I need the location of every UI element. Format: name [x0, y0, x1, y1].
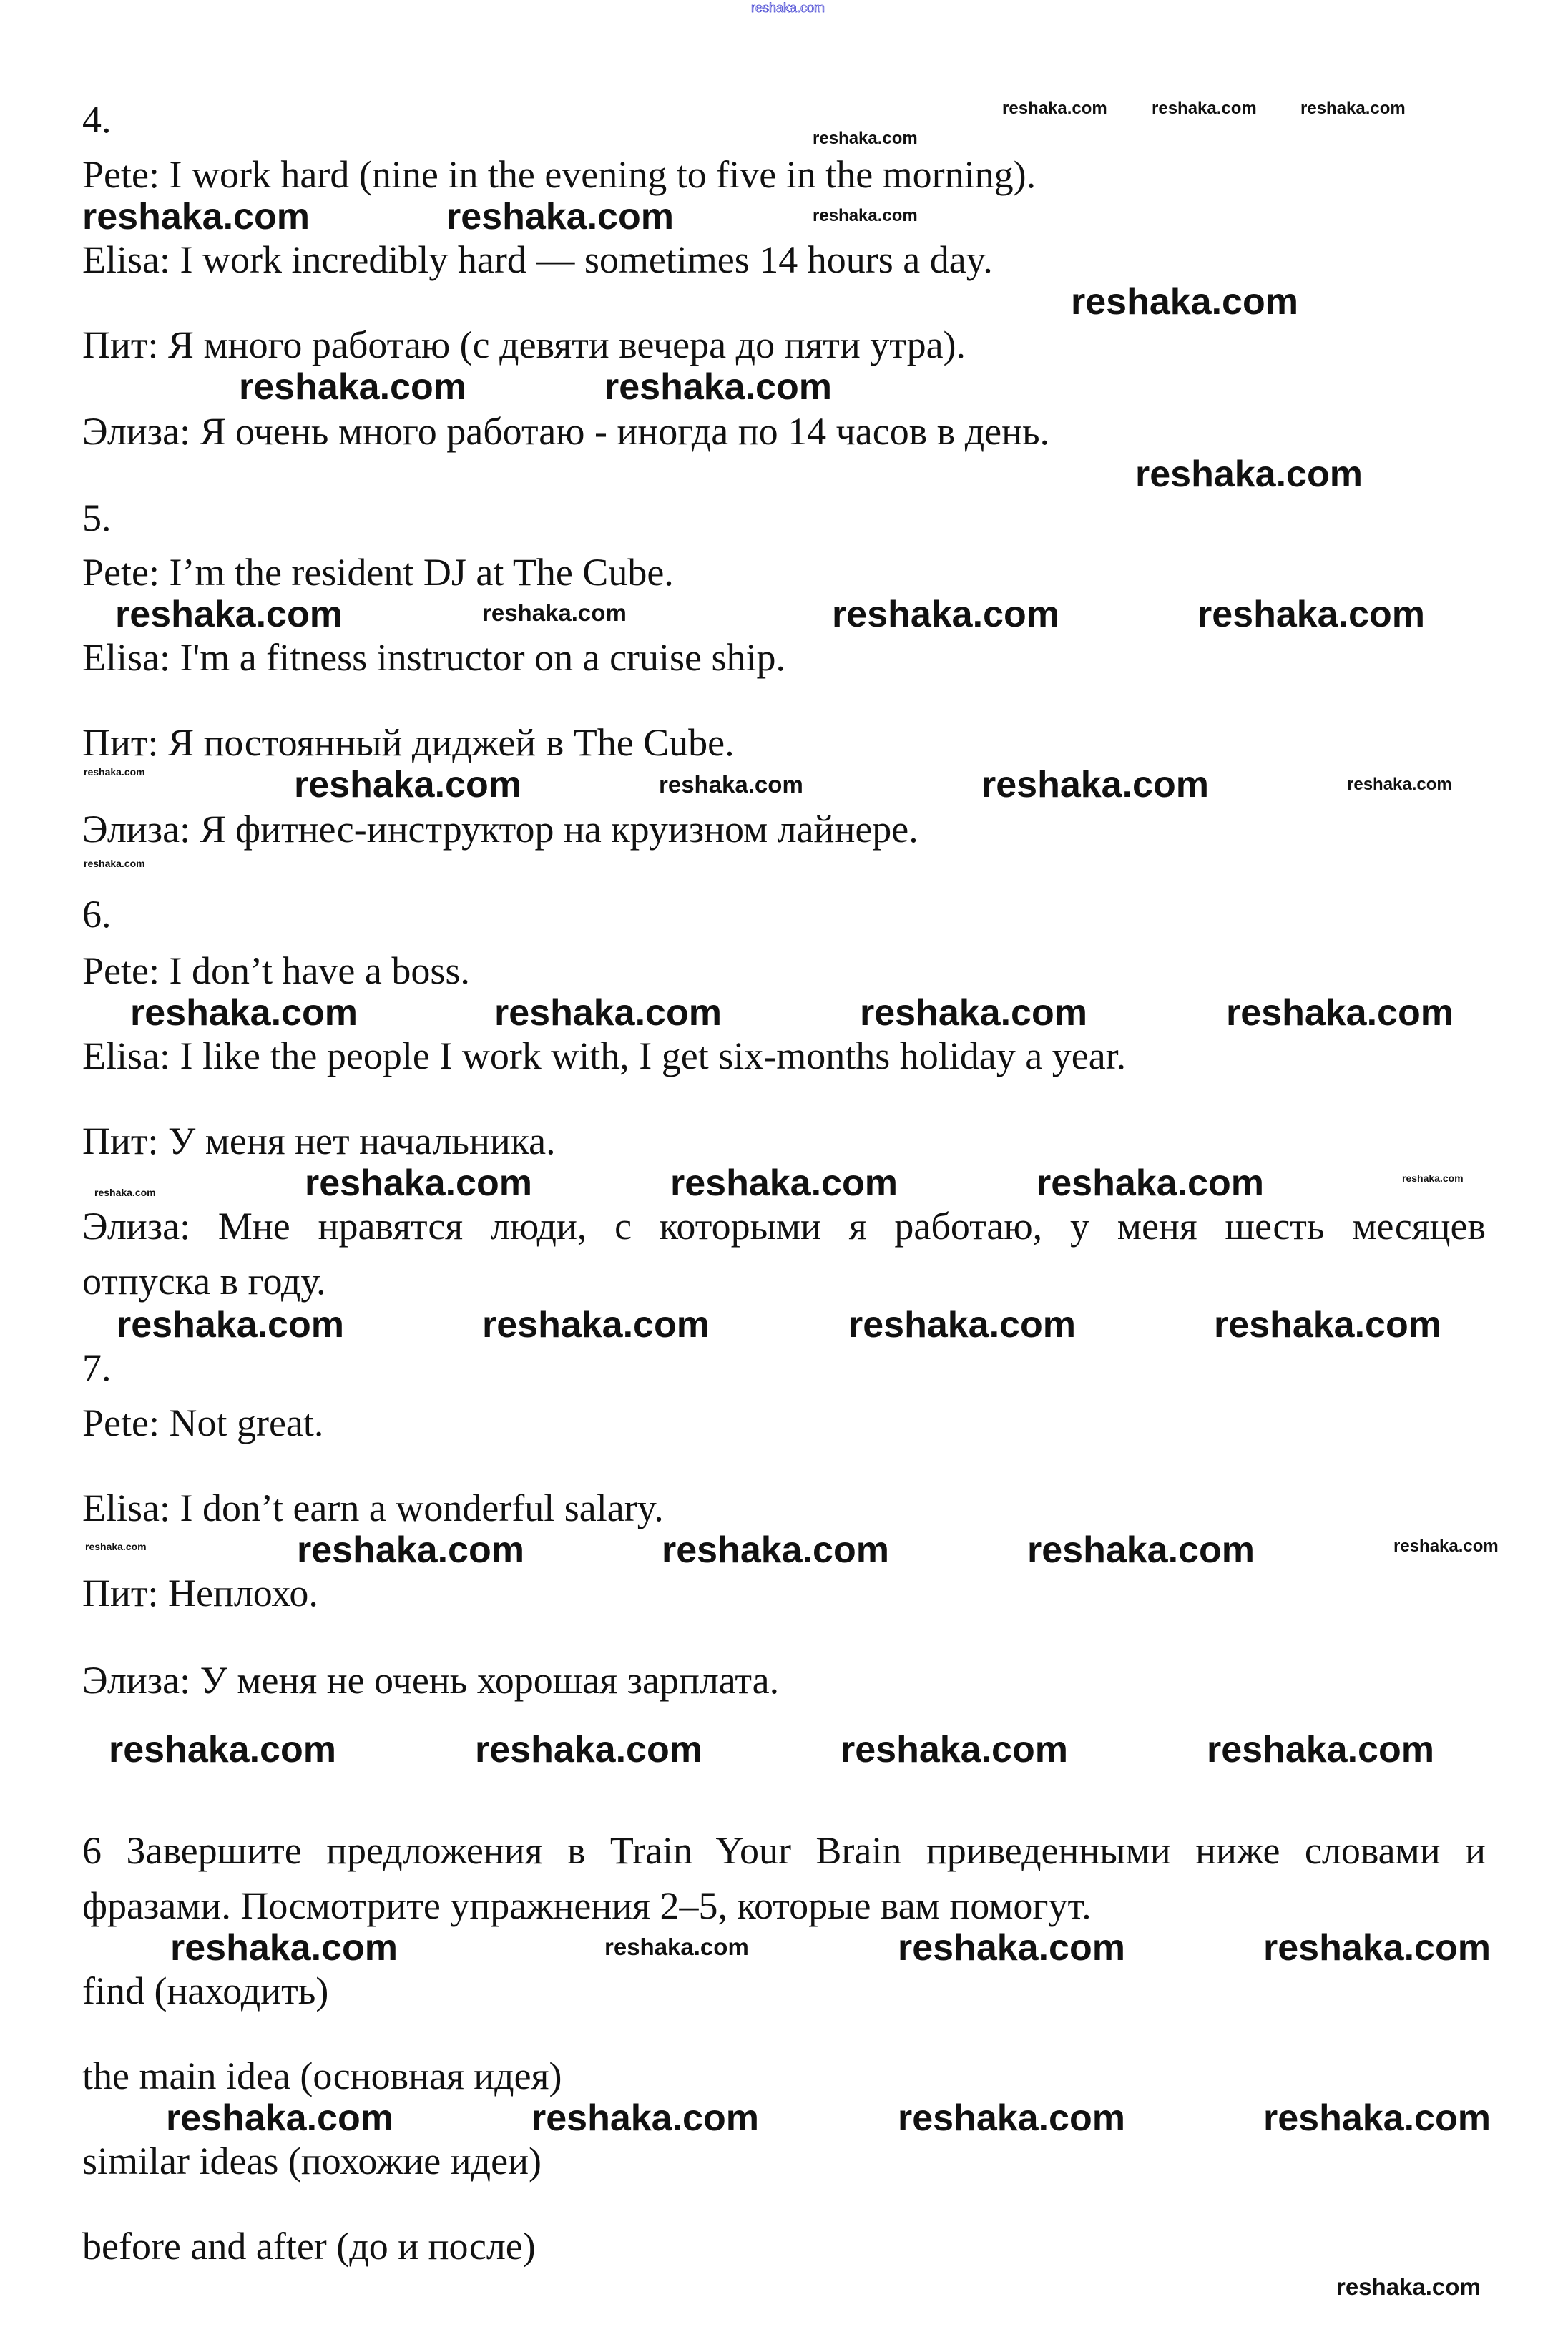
watermark: reshaka.com — [662, 1529, 889, 1571]
pete-answer-ru: Пит: Неплохо. — [82, 1572, 318, 1615]
elisa-answer-en: Elisa: I work incredibly hard — sometimes 14 hours a day. — [82, 238, 993, 281]
watermark: reshaka.com — [170, 1927, 398, 1969]
elisa-answer-ru-line1: Элиза: Мне нравятся люди, с которыми я работаю, у меня шесть месяцев — [82, 1205, 1486, 1248]
elisa-answer-ru-line2: отпуска в году. — [82, 1260, 326, 1303]
pete-answer-ru: Пит: Я много работаю (с девяти вечера до пяти утра). — [82, 323, 966, 366]
watermark: reshaka.com — [813, 206, 918, 225]
watermark: reshaka.com — [813, 129, 918, 148]
watermark: reshaka.com — [841, 1729, 1068, 1770]
watermark: reshaka.com — [82, 196, 310, 237]
watermark: reshaka.com — [84, 858, 145, 869]
elisa-answer-ru: Элиза: Я фитнес-инструктор на круизном лайнере. — [82, 808, 918, 851]
watermark: reshaka.com — [1402, 1172, 1464, 1184]
watermark: reshaka.com — [166, 2097, 393, 2139]
watermark: reshaka.com — [1197, 594, 1425, 635]
watermark: reshaka.com — [1152, 99, 1257, 118]
exercise-item: find (находить) — [82, 1969, 329, 2012]
elisa-answer-ru: Элиза: Я очень много работаю - иногда по 14 часов в день. — [82, 410, 1050, 453]
watermark: reshaka.com — [117, 1304, 344, 1346]
section-number: 5. — [82, 496, 112, 539]
exercise-item: similar ideas (похожие идеи) — [82, 2140, 542, 2183]
watermark: reshaka.com — [898, 1927, 1125, 1969]
section-number: 7. — [82, 1346, 112, 1389]
watermark: reshaka.com — [446, 196, 674, 237]
watermark: reshaka.com — [860, 992, 1087, 1034]
watermark: reshaka.com — [1263, 1927, 1491, 1969]
watermark: reshaka.com — [531, 2097, 759, 2139]
watermark: reshaka.com — [1135, 454, 1363, 495]
exercise-instruction-line2: фразами. Посмотрите упражнения 2–5, которые вам помогут. — [82, 1884, 1092, 1927]
watermark: reshaka.com — [604, 1934, 749, 1960]
watermark: reshaka.com — [898, 2097, 1125, 2139]
watermark: reshaka.com — [1207, 1729, 1434, 1770]
elisa-answer-en: Elisa: I don’t earn a wonderful salary. — [82, 1486, 664, 1529]
watermark: reshaka.com — [130, 992, 358, 1034]
watermark: reshaka.com — [84, 766, 145, 778]
watermark: reshaka.com — [94, 1187, 156, 1198]
exercise-item: before and after (до и после) — [82, 2225, 536, 2268]
watermark: reshaka.com — [1214, 1304, 1441, 1346]
watermark: reshaka.com — [109, 1729, 336, 1770]
watermark: reshaka.com — [1336, 2273, 1481, 2300]
watermark: reshaka.com — [482, 1304, 710, 1346]
watermark: reshaka.com — [1002, 99, 1107, 118]
section-number: 6. — [82, 893, 112, 936]
elisa-answer-en: Elisa: I'm a fitness instructor on a cruise ship. — [82, 636, 786, 679]
pete-answer-ru: Пит: У меня нет начальника. — [82, 1120, 556, 1162]
watermark: reshaka.com — [85, 1541, 147, 1552]
elisa-answer-en: Elisa: I like the people I work with, I get six-months holiday a year. — [82, 1034, 1127, 1077]
watermark: reshaka.com — [1037, 1162, 1264, 1204]
exercise-item: the main idea (основная идея) — [82, 2054, 562, 2097]
watermark: reshaka.com — [848, 1304, 1076, 1346]
watermark: reshaka.com — [239, 366, 466, 408]
pete-answer-ru: Пит: Я постоянный диджей в The Cube. — [82, 721, 735, 764]
watermark: reshaka.com — [494, 992, 722, 1034]
pete-answer-en: Pete: I’m the resident DJ at The Cube. — [82, 551, 674, 594]
watermark: reshaka.com — [1027, 1529, 1255, 1571]
watermark: reshaka.com — [1226, 992, 1454, 1034]
watermark: reshaka.com — [981, 764, 1209, 805]
pete-answer-en: Pete: I don’t have a boss. — [82, 949, 470, 992]
watermark: reshaka.com — [297, 1529, 524, 1571]
watermark: reshaka.com — [1263, 2097, 1491, 2139]
watermark: reshaka.com — [475, 1729, 702, 1770]
exercise-instruction-line1: 6 Завершите предложения в Train Your Brain приведенными ниже словами и — [82, 1829, 1486, 1872]
watermark: reshaka.com — [604, 366, 832, 408]
watermark: reshaka.com — [482, 599, 627, 626]
watermark: reshaka.com — [294, 764, 521, 805]
watermark: reshaka.com — [1393, 1537, 1499, 1556]
section-number: 4. — [82, 98, 112, 141]
elisa-answer-ru: Элиза: У меня не очень хорошая зарплата. — [82, 1659, 780, 1702]
pete-answer-en: Pete: I work hard (nine in the evening to five in the morning). — [82, 153, 1037, 196]
watermark: reshaka.com — [832, 594, 1059, 635]
watermark: reshaka.com — [1347, 775, 1452, 794]
watermark: reshaka.com — [305, 1162, 532, 1204]
watermark: reshaka.com — [115, 594, 343, 635]
watermark: reshaka.com — [670, 1162, 898, 1204]
pete-answer-en: Pete: Not great. — [82, 1401, 324, 1444]
watermark: reshaka.com — [1300, 99, 1406, 118]
watermark: reshaka.com — [1071, 281, 1298, 323]
watermark: reshaka.com — [751, 1, 825, 15]
watermark: reshaka.com — [659, 771, 803, 798]
